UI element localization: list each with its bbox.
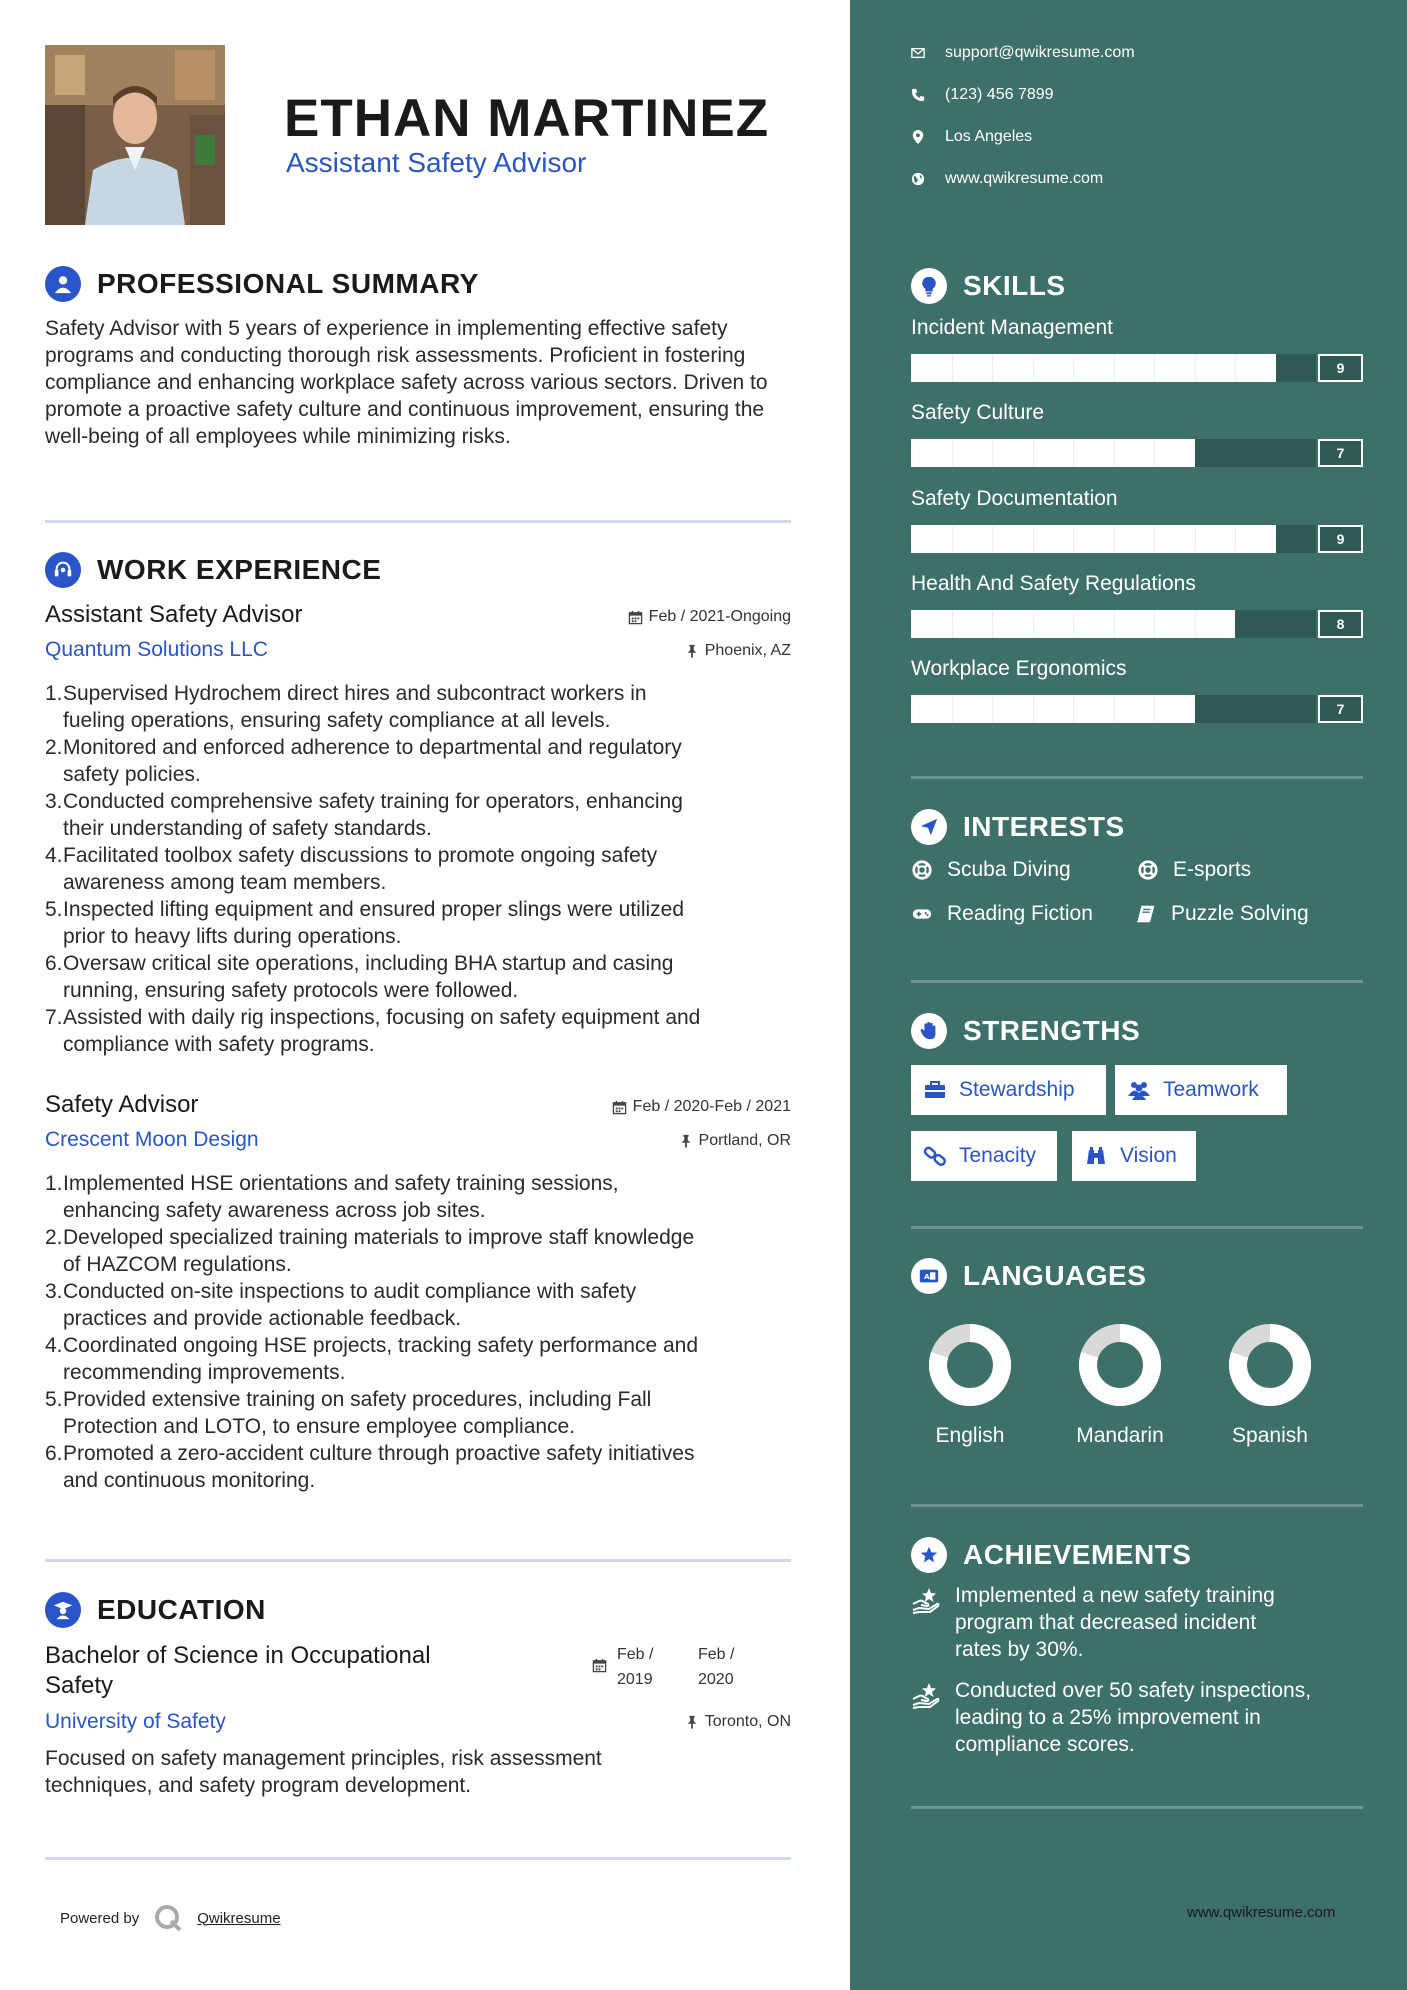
languages-heading-label: LANGUAGES	[963, 1260, 1147, 1291]
language-ring-chart	[927, 1322, 1013, 1408]
skill-bar-segment	[1033, 354, 1034, 382]
interest-item: E-sports	[1137, 858, 1251, 882]
skill-name: Incident Management	[911, 316, 1113, 339]
gamepad-icon	[911, 903, 933, 925]
headset-icon	[45, 552, 81, 588]
skill-bar-segment	[952, 610, 953, 638]
education-end-date: Feb / 2020	[698, 1646, 735, 1688]
skill-bar	[911, 354, 1363, 382]
pin-icon	[679, 1134, 693, 1148]
job-company: Quantum Solutions LLC	[45, 638, 268, 661]
interests-heading-label: INTERESTS	[963, 811, 1125, 842]
skill-bar-segment	[1154, 610, 1155, 638]
skill-level: 9	[1318, 525, 1363, 553]
job-title: Safety Advisor	[45, 1091, 199, 1118]
achievement-item: Implemented a new safety training program that decreased incident rates by 30%.	[911, 1582, 1371, 1663]
language-icon	[911, 1258, 947, 1294]
list-item: 6. Promoted a zero-accident culture through proactive safety initiatives and continuous monitoring.	[45, 1442, 695, 1492]
skill-bar-segment	[1073, 610, 1074, 638]
lifebuoy-icon	[1137, 859, 1159, 881]
skill-bar-segment	[952, 695, 953, 723]
svg-text:A: A	[923, 1272, 931, 1282]
contact-phone[interactable]	[911, 86, 1054, 104]
experience-heading	[45, 552, 381, 588]
skill-bar-segment	[1114, 354, 1115, 382]
job-date	[628, 608, 791, 626]
summary-heading	[45, 266, 479, 302]
strength-badge: Tenacity	[911, 1131, 1057, 1181]
skill-bar-segment	[1114, 525, 1115, 553]
calendar-icon	[628, 610, 643, 625]
skill-bar-segment	[1195, 610, 1196, 638]
languages-heading	[911, 1258, 1146, 1294]
experience-heading-label: WORK EXPERIENCE	[97, 554, 382, 585]
skill-bar-segment	[1073, 439, 1074, 467]
job-location	[679, 1132, 791, 1150]
contact-email-text: support@qwikresume.com	[945, 44, 1135, 61]
skill-bar-segment	[1033, 525, 1034, 553]
job-duties-list	[45, 1170, 795, 1494]
job-location-text: Portland, OR	[698, 1132, 791, 1149]
skill-bar	[911, 695, 1363, 723]
contact-location	[911, 128, 1032, 146]
list-item: 4. Coordinated ongoing HSE projects, tracking safety performance and recommending improvements.	[45, 1334, 699, 1384]
lightbulb-icon	[911, 268, 947, 304]
job-location	[685, 642, 791, 660]
list-item: 6. Oversaw critical site operations, including BHA startup and casing running, ensuring safety protocols were followed.	[45, 952, 674, 1002]
list-item: 3. Conducted on-site inspections to audit compliance with safety practices and provide actionable feedback.	[45, 1280, 637, 1330]
link-icon	[923, 1144, 947, 1168]
sidebar-divider	[911, 776, 1363, 779]
phone-icon	[911, 88, 925, 102]
trophy-hand-icon	[911, 1679, 941, 1709]
skill-bar-segment	[992, 695, 993, 723]
skill-bar-segment	[1235, 525, 1236, 553]
contact-website-text: www.qwikresume.com	[945, 170, 1104, 187]
pin-icon	[685, 1715, 699, 1729]
pin-icon	[685, 644, 699, 658]
job-location-row	[45, 642, 791, 662]
lifebuoy-icon	[911, 859, 933, 881]
interests-heading	[911, 809, 1125, 845]
map-marker-icon	[911, 130, 925, 144]
job-duties-list	[45, 680, 795, 1058]
skill-bar	[911, 439, 1363, 467]
footer-powered-by	[60, 1903, 281, 1933]
contact-website[interactable]	[911, 170, 1103, 188]
skill-level: 8	[1318, 610, 1363, 638]
list-item: 1. Implemented HSE orientations and safety training sessions, enhancing safety awareness across job sites.	[45, 1172, 619, 1222]
candidate-name: ETHAN MARTINEZ	[284, 89, 770, 148]
skill-bar-segment	[952, 354, 953, 382]
divider	[45, 520, 791, 523]
contact-phone-text: (123) 456 7899	[945, 86, 1054, 103]
language-name: Mandarin	[1076, 1424, 1164, 1447]
summary-text: Safety Advisor with 5 years of experience in implementing effective safety programs and conducting thorough risk assessments. Proficient in fostering compliance and enhancing workplace safety across various sectors. Driven to promote a proactive safety culture and continuous improvement, ensuring the well-being of all employees while minimizing risks.	[45, 317, 768, 448]
skill-bar-segment	[1154, 695, 1155, 723]
skill-bar-segment	[992, 354, 993, 382]
skill-bar-segment	[1073, 525, 1074, 553]
strength-badge: Teamwork	[1115, 1065, 1287, 1115]
qwikresume-logo-icon	[153, 1903, 183, 1933]
skill-name: Safety Culture	[911, 401, 1045, 424]
footer-website[interactable]: www.qwikresume.com	[1187, 1904, 1336, 1921]
skill-name: Health And Safety Regulations	[911, 572, 1196, 595]
job-date	[612, 1098, 791, 1116]
skills-heading-label: SKILLS	[963, 270, 1066, 301]
education-start-date: Feb / 2019	[617, 1646, 654, 1688]
skill-bar-fill	[911, 354, 1276, 382]
skill-bar-segment	[1154, 354, 1155, 382]
divider	[45, 1559, 791, 1562]
contact-email[interactable]	[911, 44, 1135, 62]
hand-icon	[911, 1013, 947, 1049]
education-heading	[45, 1592, 266, 1628]
binoculars-icon	[1084, 1144, 1108, 1168]
skill-bar-segment	[1073, 695, 1074, 723]
skill-bar-segment	[1033, 610, 1034, 638]
skill-bar-segment	[952, 439, 953, 467]
sidebar-divider	[911, 980, 1363, 983]
language-name: English	[935, 1424, 1005, 1447]
skill-bar-segment	[1073, 354, 1074, 382]
skills-heading	[911, 268, 1066, 304]
skill-bar-segment	[1114, 439, 1115, 467]
star-badge-icon	[911, 1537, 947, 1573]
divider	[45, 1857, 791, 1860]
skill-bar-segment	[1195, 525, 1196, 553]
skill-bar-segment	[952, 525, 953, 553]
list-item: 4. Facilitated toolbox safety discussions to promote ongoing safety awareness among team members.	[45, 844, 658, 894]
calendar-icon	[612, 1100, 627, 1115]
list-item: 1. Supervised Hydrochem direct hires and subcontract workers in fueling operations, ensuring safety compliance at all levels.	[45, 682, 647, 732]
list-item: 5. Inspected lifting equipment and ensured proper slings were utilized prior to heavy lifts during operations.	[45, 898, 685, 948]
skill-level: 7	[1318, 695, 1363, 723]
interest-item: Puzzle Solving	[1135, 902, 1309, 926]
skill-bar-segment	[1154, 525, 1155, 553]
list-item: 7. Assisted with daily rig inspections, focusing on safety equipment and compliance with safety programs.	[45, 1006, 701, 1056]
strength-badge: Stewardship	[911, 1065, 1106, 1115]
skill-bar-segment	[992, 610, 993, 638]
skill-bar-fill	[911, 439, 1195, 467]
globe-icon	[911, 172, 925, 186]
briefcase-icon	[923, 1078, 947, 1102]
education-location	[685, 1713, 791, 1731]
language-ring-chart	[1227, 1322, 1313, 1408]
sidebar-divider	[911, 1226, 1363, 1229]
skill-bar-segment	[1195, 354, 1196, 382]
skill-bar-segment	[1235, 354, 1236, 382]
achievements-heading	[911, 1537, 1191, 1573]
skill-bar-segment	[1154, 439, 1155, 467]
list-item: 2. Developed specialized training materials to improve staff knowledge of HAZCOM regulations.	[45, 1226, 695, 1276]
skill-bar-segment	[1114, 695, 1115, 723]
language-ring-chart	[1077, 1322, 1163, 1408]
education-heading-label: EDUCATION	[97, 1594, 266, 1625]
skill-bar-segment	[1114, 610, 1115, 638]
summary-heading-label: PROFESSIONAL SUMMARY	[97, 268, 479, 299]
job-location-text: Phoenix, AZ	[704, 642, 791, 659]
skill-level: 7	[1318, 439, 1363, 467]
job-date-text: Feb / 2021-Ongoing	[648, 608, 791, 625]
skill-bar-segment	[992, 439, 993, 467]
skill-name: Workplace Ergonomics	[911, 657, 1127, 680]
candidate-title: Assistant Safety Advisor	[286, 147, 587, 178]
job-location-row	[45, 1132, 791, 1152]
sidebar-divider	[911, 1806, 1363, 1809]
interest-item: Scuba Diving	[911, 858, 1071, 882]
skill-bar	[911, 610, 1363, 638]
strengths-heading	[911, 1013, 1140, 1049]
powered-by-text: Powered by	[60, 1909, 140, 1927]
list-item: 5. Provided extensive training on safety procedures, including Fall Protection and LOTO, to ensure employee compliance.	[45, 1388, 652, 1438]
language-name: Spanish	[1232, 1424, 1308, 1447]
education-location-row	[45, 1713, 791, 1733]
job-date-row	[45, 608, 791, 628]
users-icon	[1127, 1078, 1151, 1102]
interest-item: Reading Fiction	[911, 902, 1093, 926]
skill-bar-fill	[911, 695, 1195, 723]
skill-level: 9	[1318, 354, 1363, 382]
sidebar-divider	[911, 1504, 1363, 1507]
language-ring	[1225, 1322, 1315, 1413]
job-company: Crescent Moon Design	[45, 1128, 259, 1151]
skill-bar-segment	[1033, 439, 1034, 467]
paper-plane-icon	[911, 809, 947, 845]
skill-bar-fill	[911, 525, 1276, 553]
skill-bar-segment	[1033, 695, 1034, 723]
language-ring	[1075, 1322, 1165, 1413]
skill-bar-segment	[992, 525, 993, 553]
school-name: University of Safety	[45, 1710, 226, 1733]
list-item: 2. Monitored and enforced adherence to departmental and regulatory safety policies.	[45, 736, 682, 786]
achievement-item: Conducted over 50 safety inspections, leading to a 25% improvement in compliance scores.	[911, 1677, 1371, 1758]
qwikresume-link[interactable]: Qwikresume	[197, 1909, 281, 1927]
skill-name: Safety Documentation	[911, 487, 1118, 510]
trophy-hand-icon	[911, 1584, 941, 1614]
user-icon	[45, 266, 81, 302]
calendar-icon	[592, 1658, 607, 1673]
profile-photo	[45, 45, 225, 225]
education-location-text: Toronto, ON	[704, 1713, 791, 1730]
language-ring	[925, 1322, 1015, 1413]
education-description: Focused on safety management principles, risk assessment techniques, and safety program development.	[45, 1747, 602, 1797]
degree-title: Bachelor of Science in Occupational Safety	[45, 1642, 431, 1699]
contact-location-text: Los Angeles	[945, 128, 1033, 145]
book-icon	[1135, 903, 1157, 925]
achievements-heading-label: ACHIEVEMENTS	[963, 1539, 1192, 1570]
envelope-icon	[911, 46, 925, 60]
list-item: 3. Conducted comprehensive safety training for operators, enhancing their understanding of safety standards.	[45, 790, 683, 840]
job-title: Assistant Safety Advisor	[45, 601, 303, 628]
job-date-text: Feb / 2020-Feb / 2021	[632, 1098, 791, 1115]
graduate-icon	[45, 1592, 81, 1628]
strength-badge: Vision	[1072, 1131, 1196, 1181]
job-date-row	[45, 1098, 791, 1118]
strengths-heading-label: STRENGTHS	[963, 1015, 1141, 1046]
skill-bar	[911, 525, 1363, 553]
